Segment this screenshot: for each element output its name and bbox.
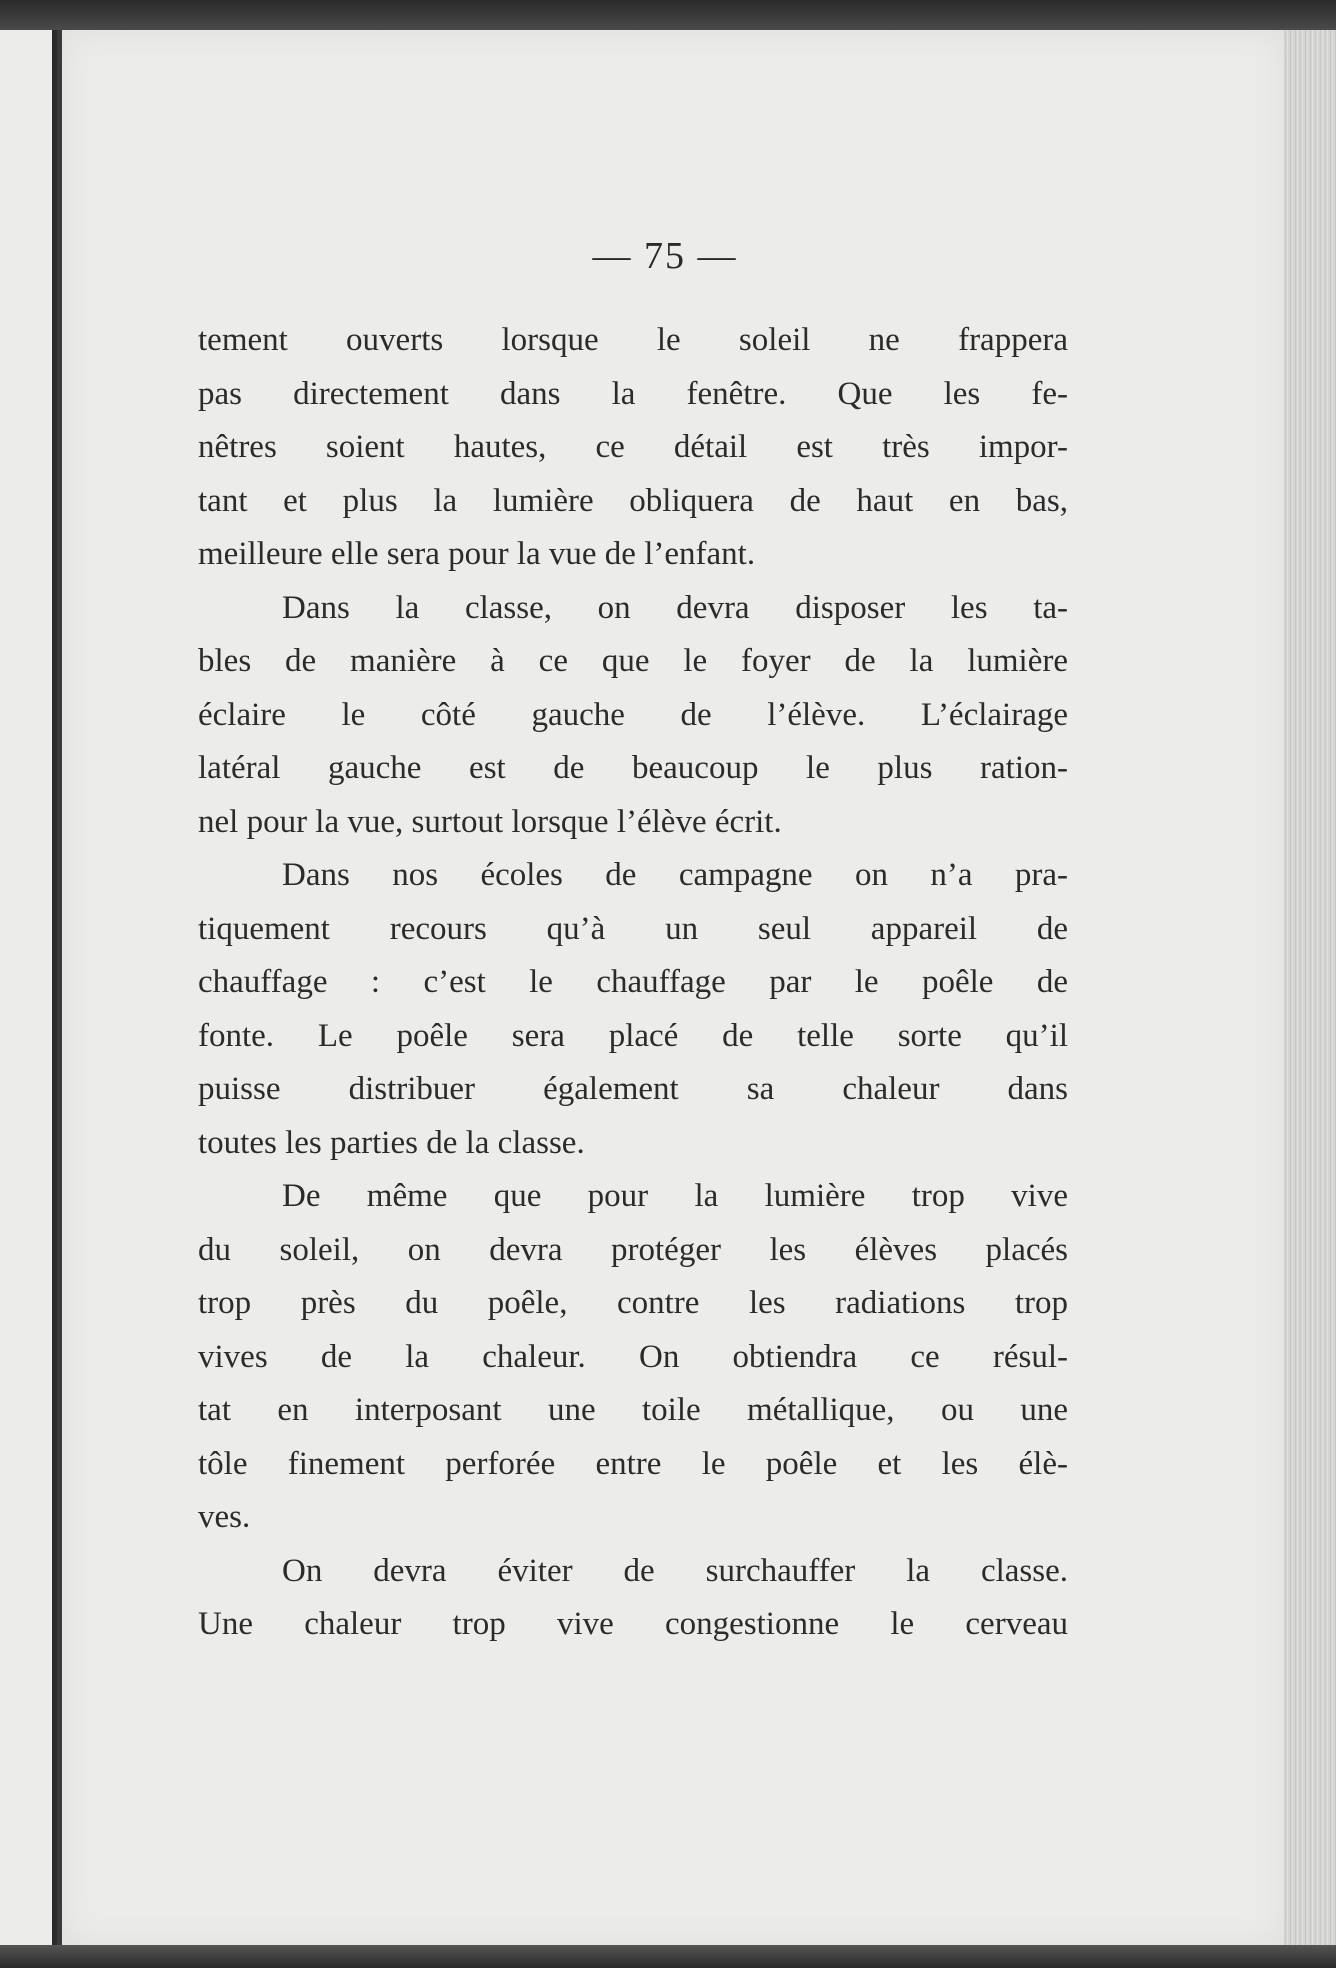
text-line: bles de manière à ce que le foyer de la lumière xyxy=(198,643,1068,679)
text-line: ves. xyxy=(198,1499,251,1535)
text-line: toutes les parties de la classe. xyxy=(198,1124,585,1161)
paragraph xyxy=(198,1170,1068,1545)
text-line: chauffage : c’est le chauffage par le poêle de xyxy=(198,964,1068,1000)
text-line: tiquement recours qu’à un seul appareil de xyxy=(198,910,1068,947)
text-line: tement ouverts lorsque le soleil ne frappera xyxy=(198,322,1068,358)
text-line: De même que pour la lumière trop vive xyxy=(282,1178,1068,1214)
scan-frame-bottom xyxy=(0,1945,1336,1968)
paragraph xyxy=(198,849,1068,1170)
previous-page-edge xyxy=(0,30,57,1945)
text-line: trop près du poêle, contre les radiations trop xyxy=(198,1285,1068,1321)
page-number: — 75 — xyxy=(592,235,738,277)
text-line: meilleure elle sera pour la vue de l’enfant. xyxy=(198,536,756,572)
text-line: nel pour la vue, surtout lorsque l’élève écrit. xyxy=(198,803,782,840)
text-line: Dans nos écoles de campagne on n’a pra- xyxy=(282,857,1068,893)
text-line: tat en interposant une toile métallique, ou une xyxy=(198,1392,1068,1428)
paragraph xyxy=(198,582,1068,850)
text-line: tant et plus la lumière obliquera de haut en bas, xyxy=(198,482,1068,519)
text-line: du soleil, on devra protéger les élèves placés xyxy=(198,1231,1068,1268)
text-line: Une chaleur trop vive congestionne le cerveau xyxy=(198,1606,1068,1642)
paragraph xyxy=(198,1545,1068,1652)
body-text xyxy=(198,314,1068,1652)
text-line: pas directement dans la fenêtre. Que les fe- xyxy=(198,375,1068,412)
scan-frame-top xyxy=(0,0,1336,30)
text-line: nêtres soient hautes, ce détail est très impor- xyxy=(198,429,1068,465)
text-line: latéral gauche est de beaucoup le plus ration- xyxy=(198,750,1068,786)
text-line: vives de la chaleur. On obtiendra ce résul- xyxy=(198,1338,1068,1375)
text-line: fonte. Le poêle sera placé de telle sorte qu’il xyxy=(198,1017,1068,1054)
paragraph xyxy=(198,314,1068,582)
text-line: On devra éviter de surchauffer la classe. xyxy=(282,1552,1068,1589)
text-line: tôle finement perforée entre le poêle et les élè- xyxy=(198,1445,1068,1482)
text-line: puisse distribuer également sa chaleur dans xyxy=(198,1071,1068,1107)
text-line: Dans la classe, on devra disposer les ta- xyxy=(282,589,1068,626)
page-block-edges xyxy=(1284,30,1336,1945)
text-line: éclaire le côté gauche de l’élève. L’éclairage xyxy=(198,696,1068,733)
book-page xyxy=(62,30,1284,1945)
